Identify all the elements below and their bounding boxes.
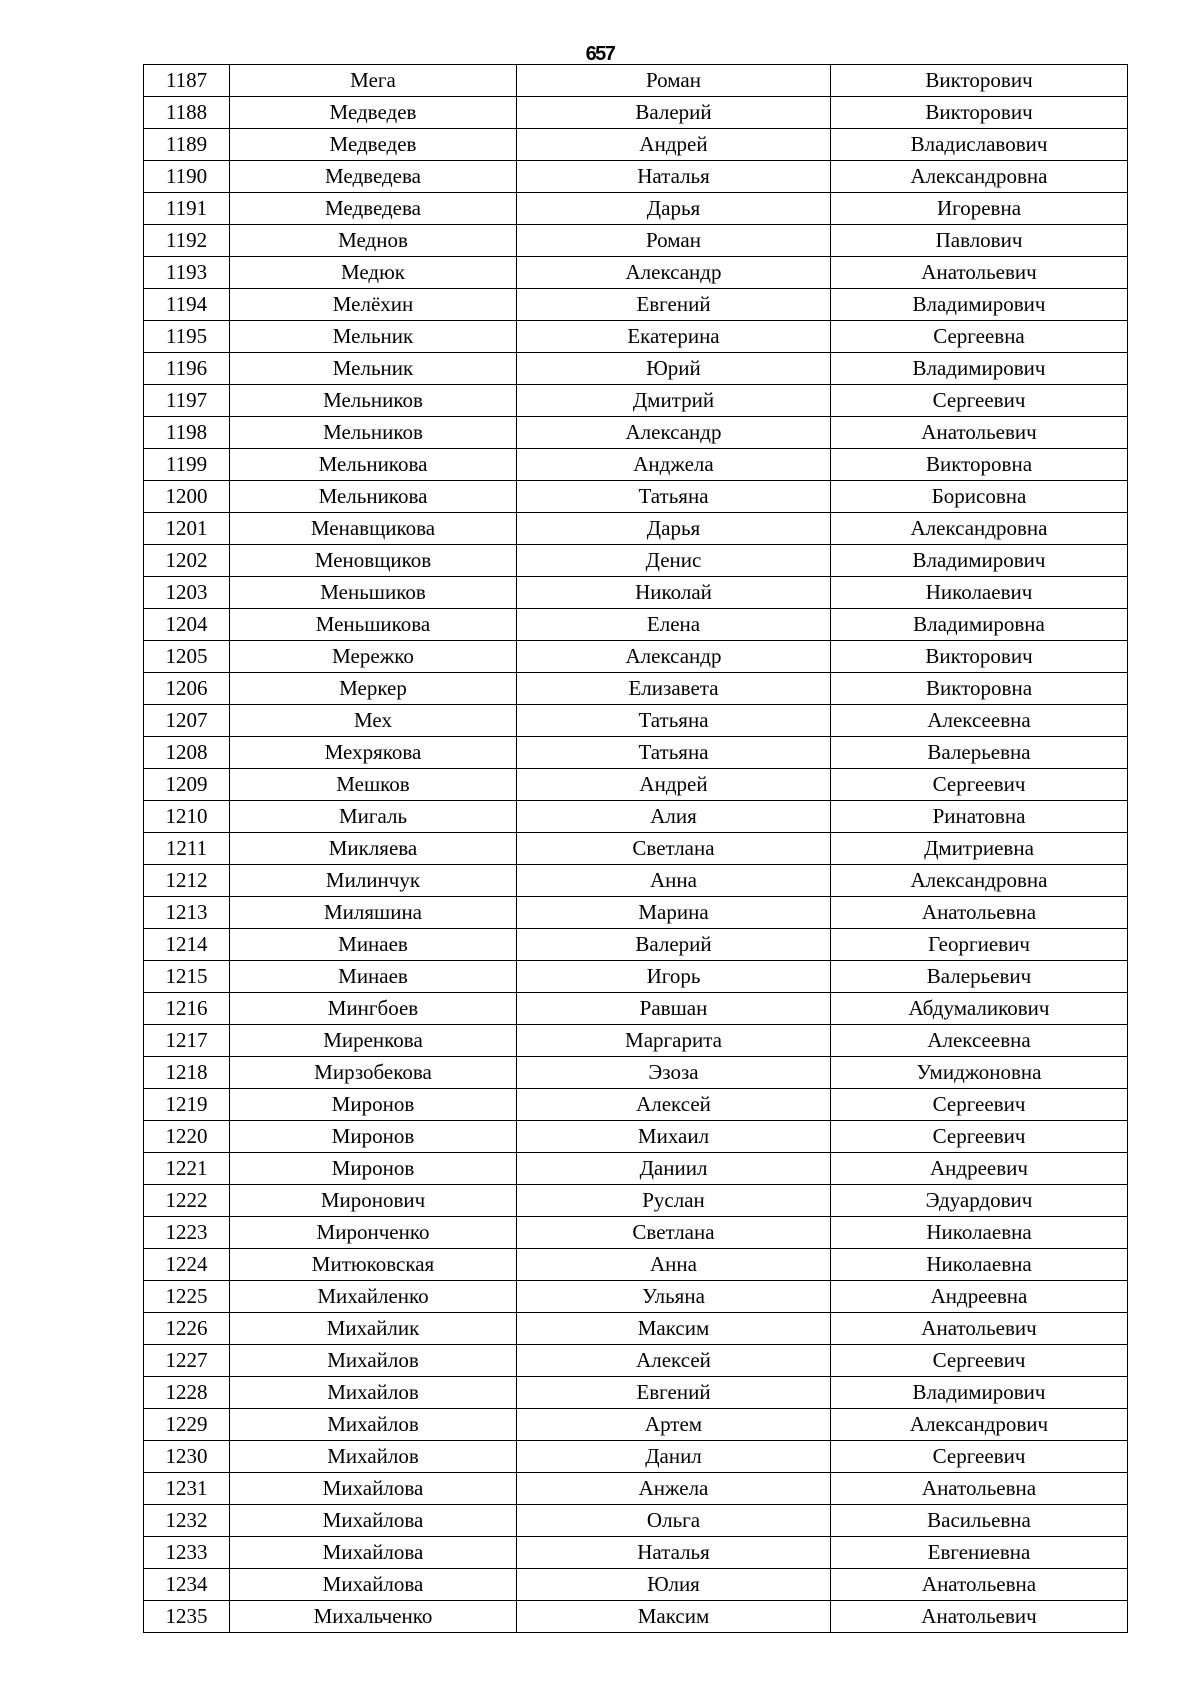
last-name-cell: Миронов	[230, 1121, 517, 1153]
last-name-cell: Михальченко	[230, 1601, 517, 1633]
table-row	[144, 1345, 1128, 1377]
last-name-cell: Микляева	[230, 833, 517, 865]
page-number: 657	[585, 43, 615, 65]
row-number-cell: 1225	[144, 1281, 230, 1313]
table-row	[144, 417, 1128, 449]
patronymic-cell: Андреевич	[831, 1153, 1128, 1185]
table-row	[144, 257, 1128, 289]
patronymic-cell: Александровна	[831, 161, 1128, 193]
table-row	[144, 577, 1128, 609]
patronymic-cell: Анатольевич	[831, 1313, 1128, 1345]
last-name-cell: Мережко	[230, 641, 517, 673]
row-number-cell: 1191	[144, 193, 230, 225]
first-name-cell: Валерий	[517, 929, 831, 961]
last-name-cell: Медведев	[230, 97, 517, 129]
row-number-cell: 1205	[144, 641, 230, 673]
table-row	[144, 1409, 1128, 1441]
row-number-cell: 1226	[144, 1313, 230, 1345]
row-number-cell: 1210	[144, 801, 230, 833]
patronymic-cell: Николаевна	[831, 1217, 1128, 1249]
patronymic-cell: Анатольевна	[831, 897, 1128, 929]
table-row	[144, 225, 1128, 257]
first-name-cell: Наталья	[517, 161, 831, 193]
row-number-cell: 1189	[144, 129, 230, 161]
first-name-cell: Елизавета	[517, 673, 831, 705]
row-number-cell: 1228	[144, 1377, 230, 1409]
row-number-cell: 1222	[144, 1185, 230, 1217]
first-name-cell: Даниил	[517, 1153, 831, 1185]
table-row	[144, 961, 1128, 993]
row-number-cell: 1231	[144, 1473, 230, 1505]
table-row	[144, 673, 1128, 705]
row-number-cell: 1211	[144, 833, 230, 865]
first-name-cell: Максим	[517, 1601, 831, 1633]
row-number-cell: 1192	[144, 225, 230, 257]
last-name-cell: Миронович	[230, 1185, 517, 1217]
patronymic-cell: Валерьевна	[831, 737, 1128, 769]
last-name-cell: Мелёхин	[230, 289, 517, 321]
patronymic-cell: Викторович	[831, 97, 1128, 129]
row-number-cell: 1198	[144, 417, 230, 449]
first-name-cell: Эзоза	[517, 1057, 831, 1089]
table-row	[144, 993, 1128, 1025]
table-row	[144, 1217, 1128, 1249]
row-number-cell: 1197	[144, 385, 230, 417]
patronymic-cell: Владимирович	[831, 545, 1128, 577]
last-name-cell: Милинчук	[230, 865, 517, 897]
table-row	[144, 1281, 1128, 1313]
first-name-cell: Анджела	[517, 449, 831, 481]
table-row	[144, 705, 1128, 737]
first-name-cell: Михаил	[517, 1121, 831, 1153]
last-name-cell: Мельников	[230, 417, 517, 449]
table-row	[144, 449, 1128, 481]
row-number-cell: 1206	[144, 673, 230, 705]
table-row	[144, 1441, 1128, 1473]
patronymic-cell: Ринатовна	[831, 801, 1128, 833]
patronymic-cell: Николаевич	[831, 577, 1128, 609]
row-number-cell: 1212	[144, 865, 230, 897]
table-row	[144, 161, 1128, 193]
first-name-cell: Марина	[517, 897, 831, 929]
table-row	[144, 1505, 1128, 1537]
patronymic-cell: Абдумаликович	[831, 993, 1128, 1025]
table-row	[144, 1473, 1128, 1505]
patronymic-cell: Владимировна	[831, 609, 1128, 641]
last-name-cell: Медведев	[230, 129, 517, 161]
last-name-cell: Медведева	[230, 161, 517, 193]
table-row	[144, 641, 1128, 673]
first-name-cell: Юлия	[517, 1569, 831, 1601]
row-number-cell: 1219	[144, 1089, 230, 1121]
first-name-cell: Алия	[517, 801, 831, 833]
first-name-cell: Светлана	[517, 833, 831, 865]
patronymic-cell: Викторович	[831, 65, 1128, 97]
table-row	[144, 929, 1128, 961]
row-number-cell: 1187	[144, 65, 230, 97]
last-name-cell: Михайлова	[230, 1505, 517, 1537]
first-name-cell: Игорь	[517, 961, 831, 993]
table-row	[144, 193, 1128, 225]
last-name-cell: Мега	[230, 65, 517, 97]
roster-body	[144, 65, 1128, 1633]
last-name-cell: Михайлова	[230, 1537, 517, 1569]
patronymic-cell: Викторович	[831, 641, 1128, 673]
row-number-cell: 1234	[144, 1569, 230, 1601]
first-name-cell: Анна	[517, 865, 831, 897]
row-number-cell: 1204	[144, 609, 230, 641]
first-name-cell: Дарья	[517, 513, 831, 545]
table-row	[144, 865, 1128, 897]
patronymic-cell: Георгиевич	[831, 929, 1128, 961]
first-name-cell: Анжела	[517, 1473, 831, 1505]
table-row	[144, 609, 1128, 641]
patronymic-cell: Сергеевна	[831, 321, 1128, 353]
last-name-cell: Михайлов	[230, 1441, 517, 1473]
first-name-cell: Роман	[517, 225, 831, 257]
first-name-cell: Равшан	[517, 993, 831, 1025]
patronymic-cell: Анатольевна	[831, 1473, 1128, 1505]
patronymic-cell: Сергеевич	[831, 1345, 1128, 1377]
first-name-cell: Маргарита	[517, 1025, 831, 1057]
table-row	[144, 1025, 1128, 1057]
first-name-cell: Александр	[517, 257, 831, 289]
table-row	[144, 65, 1128, 97]
patronymic-cell: Сергеевич	[831, 385, 1128, 417]
patronymic-cell: Владимирович	[831, 353, 1128, 385]
first-name-cell: Алексей	[517, 1089, 831, 1121]
row-number-cell: 1208	[144, 737, 230, 769]
row-number-cell: 1218	[144, 1057, 230, 1089]
first-name-cell: Татьяна	[517, 481, 831, 513]
first-name-cell: Ольга	[517, 1505, 831, 1537]
row-number-cell: 1229	[144, 1409, 230, 1441]
first-name-cell: Ульяна	[517, 1281, 831, 1313]
last-name-cell: Минаев	[230, 961, 517, 993]
last-name-cell: Меньшикова	[230, 609, 517, 641]
patronymic-cell: Дмитриевна	[831, 833, 1128, 865]
last-name-cell: Михайлов	[230, 1409, 517, 1441]
row-number-cell: 1221	[144, 1153, 230, 1185]
last-name-cell: Минаев	[230, 929, 517, 961]
table-row	[144, 1313, 1128, 1345]
last-name-cell: Миляшина	[230, 897, 517, 929]
row-number-cell: 1213	[144, 897, 230, 929]
table-row	[144, 545, 1128, 577]
patronymic-cell: Анатольевич	[831, 257, 1128, 289]
row-number-cell: 1200	[144, 481, 230, 513]
first-name-cell: Николай	[517, 577, 831, 609]
row-number-cell: 1193	[144, 257, 230, 289]
table-row	[144, 481, 1128, 513]
first-name-cell: Денис	[517, 545, 831, 577]
last-name-cell: Меднов	[230, 225, 517, 257]
row-number-cell: 1220	[144, 1121, 230, 1153]
first-name-cell: Артем	[517, 1409, 831, 1441]
first-name-cell: Юрий	[517, 353, 831, 385]
last-name-cell: Меркер	[230, 673, 517, 705]
first-name-cell: Валерий	[517, 97, 831, 129]
patronymic-cell: Сергеевич	[831, 1089, 1128, 1121]
last-name-cell: Михайлова	[230, 1569, 517, 1601]
last-name-cell: Меньшиков	[230, 577, 517, 609]
last-name-cell: Меновщиков	[230, 545, 517, 577]
patronymic-cell: Анатольевич	[831, 417, 1128, 449]
row-number-cell: 1232	[144, 1505, 230, 1537]
row-number-cell: 1201	[144, 513, 230, 545]
row-number-cell: 1196	[144, 353, 230, 385]
patronymic-cell: Борисовна	[831, 481, 1128, 513]
patronymic-cell: Александровна	[831, 865, 1128, 897]
row-number-cell: 1207	[144, 705, 230, 737]
table-row	[144, 353, 1128, 385]
table-row	[144, 833, 1128, 865]
last-name-cell: Мех	[230, 705, 517, 737]
first-name-cell: Данил	[517, 1441, 831, 1473]
patronymic-cell: Андреевна	[831, 1281, 1128, 1313]
patronymic-cell: Игоревна	[831, 193, 1128, 225]
row-number-cell: 1190	[144, 161, 230, 193]
table-row	[144, 129, 1128, 161]
patronymic-cell: Сергеевич	[831, 1121, 1128, 1153]
table-row	[144, 1057, 1128, 1089]
last-name-cell: Мельникова	[230, 449, 517, 481]
row-number-cell: 1217	[144, 1025, 230, 1057]
row-number-cell: 1209	[144, 769, 230, 801]
first-name-cell: Роман	[517, 65, 831, 97]
table-row	[144, 1377, 1128, 1409]
last-name-cell: Миронов	[230, 1089, 517, 1121]
last-name-cell: Мельник	[230, 321, 517, 353]
first-name-cell: Евгений	[517, 1377, 831, 1409]
row-number-cell: 1188	[144, 97, 230, 129]
patronymic-cell: Владиславович	[831, 129, 1128, 161]
patronymic-cell: Александрович	[831, 1409, 1128, 1441]
last-name-cell: Медведева	[230, 193, 517, 225]
row-number-cell: 1199	[144, 449, 230, 481]
first-name-cell: Татьяна	[517, 737, 831, 769]
table-row	[144, 1249, 1128, 1281]
row-number-cell: 1227	[144, 1345, 230, 1377]
first-name-cell: Дарья	[517, 193, 831, 225]
last-name-cell: Михайлик	[230, 1313, 517, 1345]
patronymic-cell: Викторовна	[831, 449, 1128, 481]
patronymic-cell: Владимирович	[831, 289, 1128, 321]
first-name-cell: Елена	[517, 609, 831, 641]
table-row	[144, 1089, 1128, 1121]
last-name-cell: Михайлов	[230, 1377, 517, 1409]
table-row	[144, 1121, 1128, 1153]
patronymic-cell: Александровна	[831, 513, 1128, 545]
first-name-cell: Светлана	[517, 1217, 831, 1249]
patronymic-cell: Алексеевна	[831, 1025, 1128, 1057]
last-name-cell: Мехрякова	[230, 737, 517, 769]
first-name-cell: Наталья	[517, 1537, 831, 1569]
last-name-cell: Мигаль	[230, 801, 517, 833]
table-row	[144, 1537, 1128, 1569]
first-name-cell: Алексей	[517, 1345, 831, 1377]
last-name-cell: Митюковская	[230, 1249, 517, 1281]
first-name-cell: Татьяна	[517, 705, 831, 737]
patronymic-cell: Умиджоновна	[831, 1057, 1128, 1089]
first-name-cell: Дмитрий	[517, 385, 831, 417]
patronymic-cell: Алексеевна	[831, 705, 1128, 737]
patronymic-cell: Сергеевич	[831, 1441, 1128, 1473]
first-name-cell: Максим	[517, 1313, 831, 1345]
row-number-cell: 1215	[144, 961, 230, 993]
last-name-cell: Мингбоев	[230, 993, 517, 1025]
first-name-cell: Евгений	[517, 289, 831, 321]
last-name-cell: Михайлов	[230, 1345, 517, 1377]
last-name-cell: Михайлова	[230, 1473, 517, 1505]
first-name-cell: Андрей	[517, 129, 831, 161]
table-row	[144, 769, 1128, 801]
patronymic-cell: Николаевна	[831, 1249, 1128, 1281]
row-number-cell: 1235	[144, 1601, 230, 1633]
table-row	[144, 1185, 1128, 1217]
first-name-cell: Александр	[517, 641, 831, 673]
patronymic-cell: Анатольевич	[831, 1601, 1128, 1633]
last-name-cell: Мешков	[230, 769, 517, 801]
table-row	[144, 801, 1128, 833]
patronymic-cell: Эдуардович	[831, 1185, 1128, 1217]
patronymic-cell: Сергеевич	[831, 769, 1128, 801]
first-name-cell: Андрей	[517, 769, 831, 801]
row-number-cell: 1230	[144, 1441, 230, 1473]
row-number-cell: 1203	[144, 577, 230, 609]
last-name-cell: Миронченко	[230, 1217, 517, 1249]
first-name-cell: Александр	[517, 417, 831, 449]
table-row	[144, 385, 1128, 417]
patronymic-cell: Евгениевна	[831, 1537, 1128, 1569]
first-name-cell: Екатерина	[517, 321, 831, 353]
last-name-cell: Медюк	[230, 257, 517, 289]
last-name-cell: Миренкова	[230, 1025, 517, 1057]
row-number-cell: 1202	[144, 545, 230, 577]
table-row	[144, 321, 1128, 353]
table-row	[144, 1601, 1128, 1633]
row-number-cell: 1216	[144, 993, 230, 1025]
row-number-cell: 1214	[144, 929, 230, 961]
patronymic-cell: Владимирович	[831, 1377, 1128, 1409]
patronymic-cell: Валерьевич	[831, 961, 1128, 993]
last-name-cell: Менавщикова	[230, 513, 517, 545]
row-number-cell: 1194	[144, 289, 230, 321]
last-name-cell: Мельник	[230, 353, 517, 385]
patronymic-cell: Васильевна	[831, 1505, 1128, 1537]
last-name-cell: Михайленко	[230, 1281, 517, 1313]
row-number-cell: 1233	[144, 1537, 230, 1569]
table-row	[144, 513, 1128, 545]
first-name-cell: Анна	[517, 1249, 831, 1281]
table-row	[144, 289, 1128, 321]
table-row	[144, 737, 1128, 769]
last-name-cell: Мельников	[230, 385, 517, 417]
table-row	[144, 97, 1128, 129]
last-name-cell: Мельникова	[230, 481, 517, 513]
table-row	[144, 1153, 1128, 1185]
roster-table	[143, 64, 1128, 1633]
last-name-cell: Мирзобекова	[230, 1057, 517, 1089]
table-row	[144, 897, 1128, 929]
patronymic-cell: Павлович	[831, 225, 1128, 257]
row-number-cell: 1224	[144, 1249, 230, 1281]
row-number-cell: 1223	[144, 1217, 230, 1249]
first-name-cell: Руслан	[517, 1185, 831, 1217]
table-row	[144, 1569, 1128, 1601]
last-name-cell: Миронов	[230, 1153, 517, 1185]
row-number-cell: 1195	[144, 321, 230, 353]
patronymic-cell: Анатольевна	[831, 1569, 1128, 1601]
patronymic-cell: Викторовна	[831, 673, 1128, 705]
